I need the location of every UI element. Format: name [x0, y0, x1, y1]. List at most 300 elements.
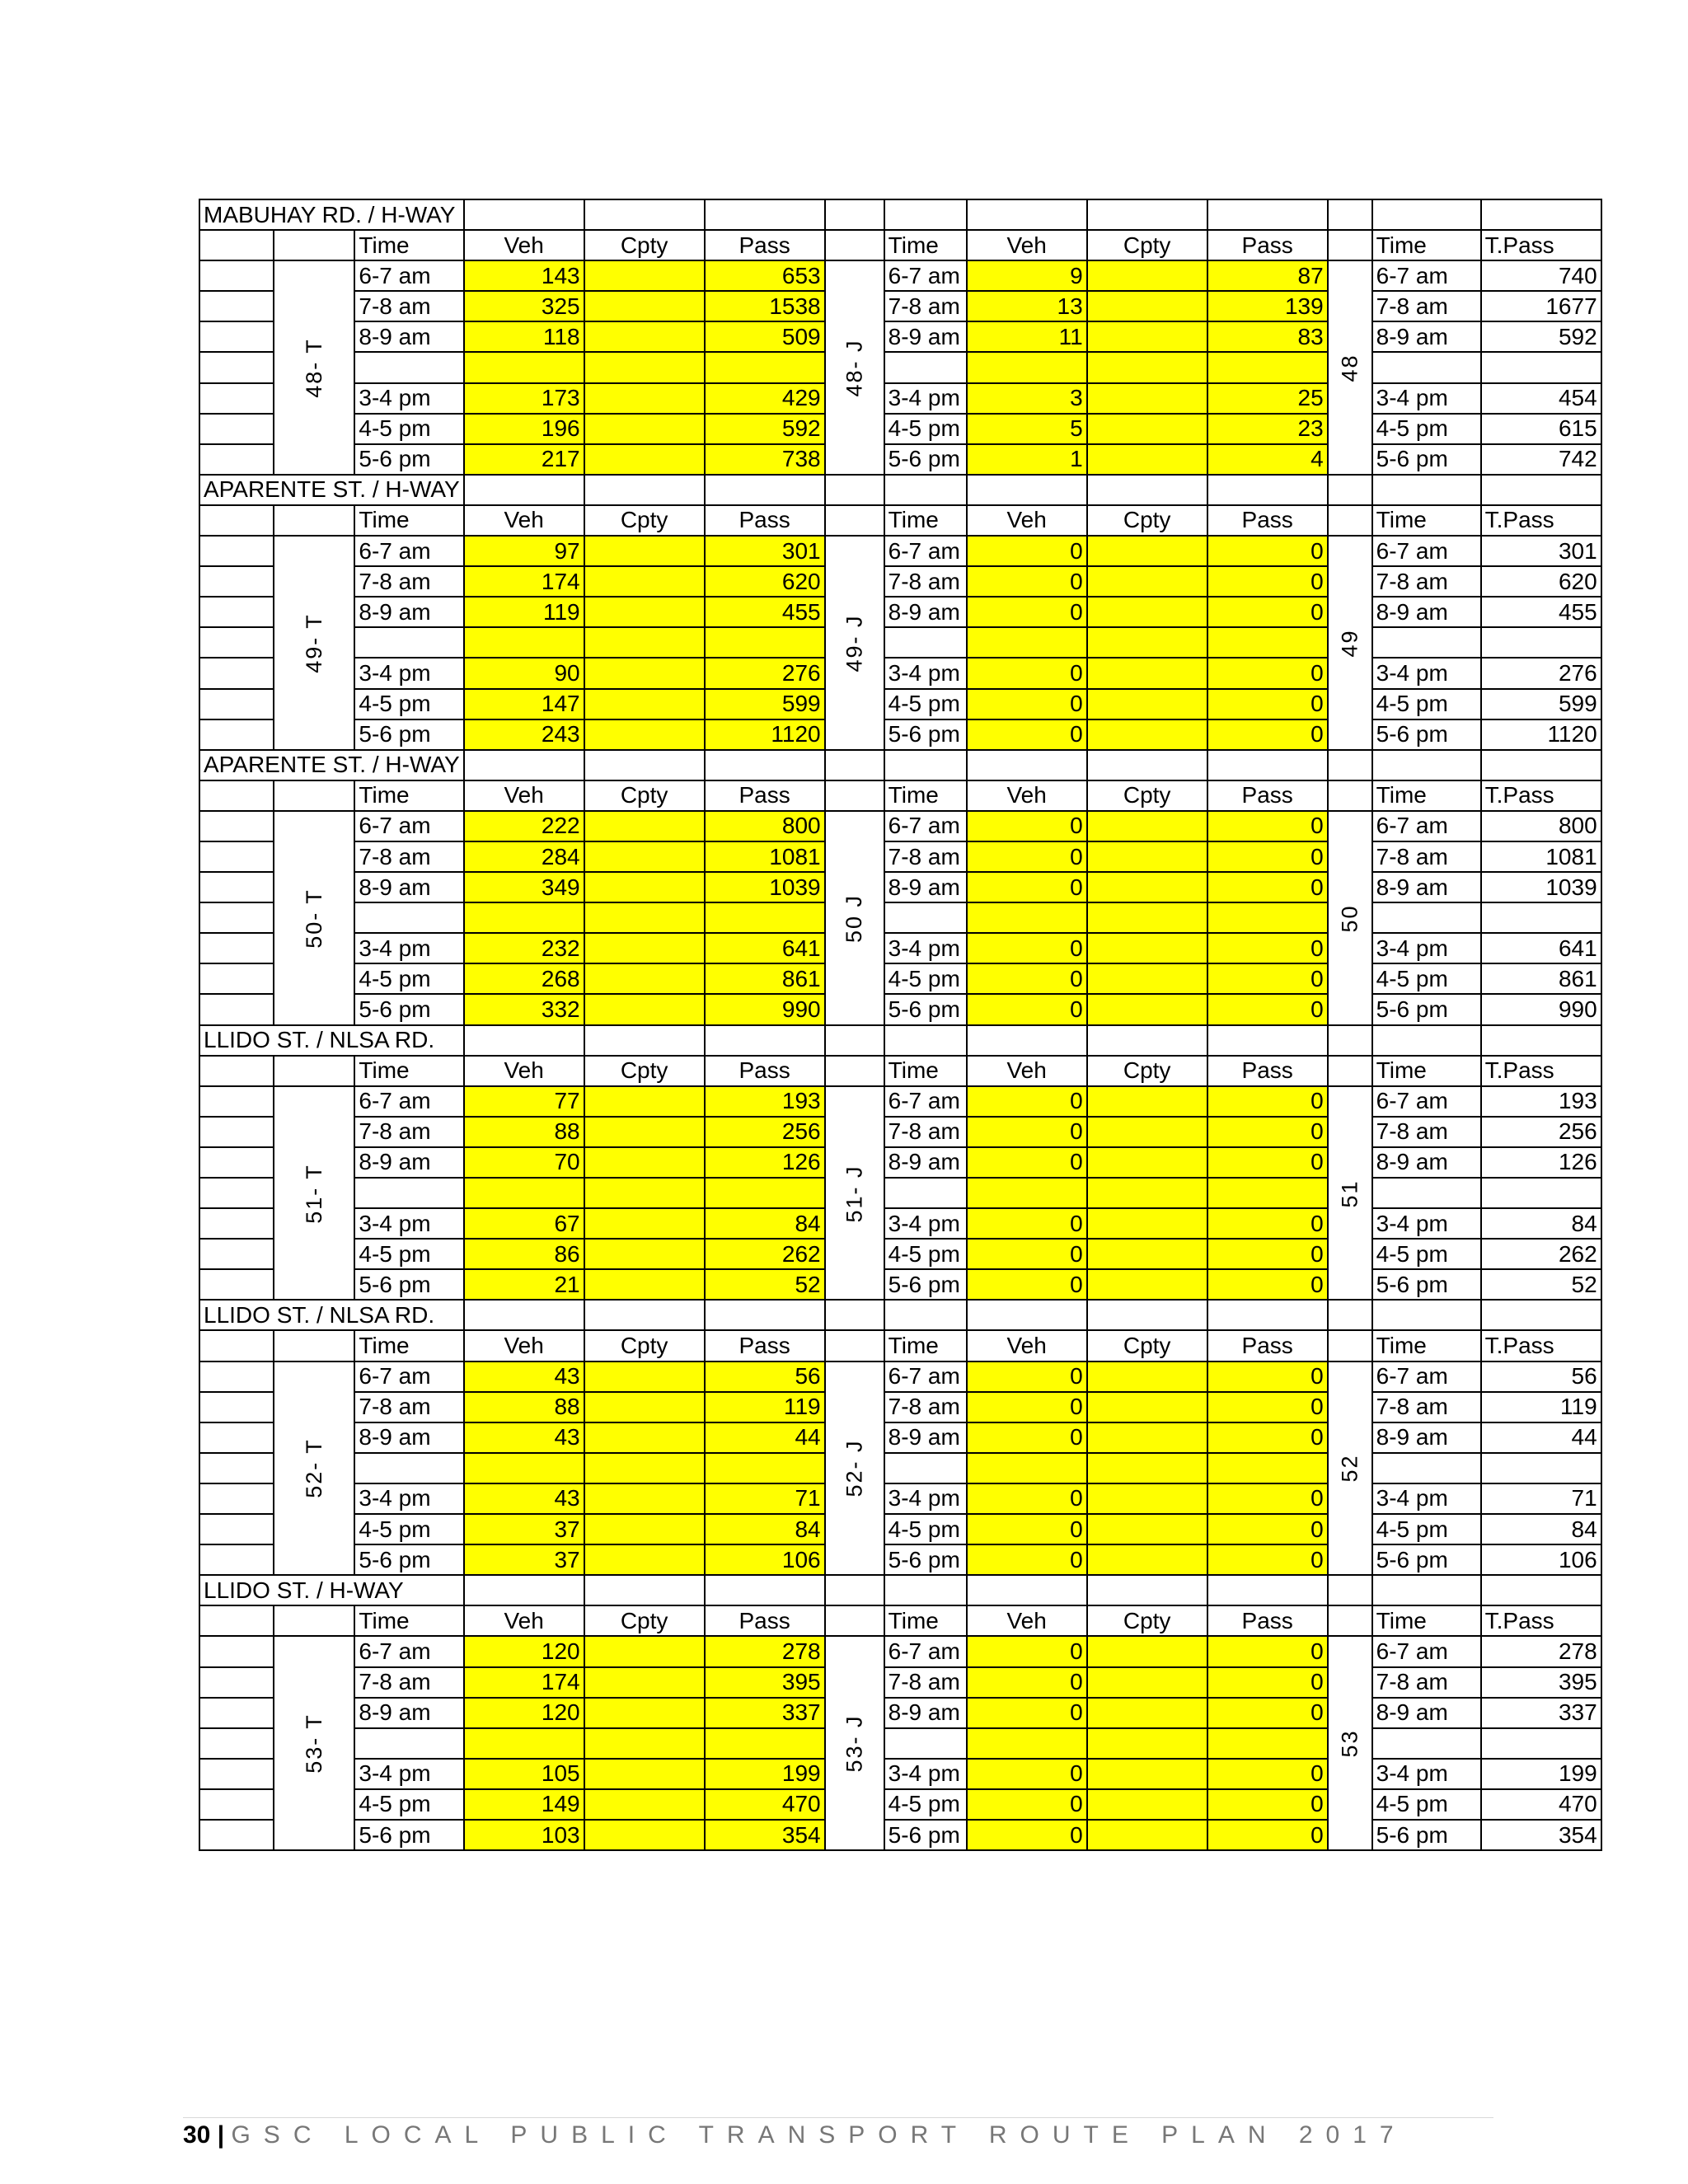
- j-pass-cell: 0: [1207, 1483, 1328, 1514]
- header-time: Time: [884, 1605, 967, 1636]
- time-cell: 3-4 pm: [884, 658, 967, 688]
- header-cpty: Cpty: [584, 505, 705, 536]
- tpass-cell: [1481, 627, 1601, 658]
- j-veh-cell: 0: [967, 1361, 1087, 1392]
- tpass-cell: 861: [1481, 963, 1601, 994]
- header-cpty: Cpty: [584, 1330, 705, 1361]
- time-cell: 5-6 pm: [884, 444, 967, 475]
- table-row: [199, 1117, 1601, 1147]
- header-time: Time: [354, 230, 463, 260]
- table-row: [199, 872, 1601, 902]
- empty-cell: [1328, 1605, 1372, 1636]
- j-veh-cell: 0: [967, 536, 1087, 566]
- time-cell: [354, 352, 463, 382]
- header-time: Time: [354, 1056, 463, 1086]
- empty-cell: [199, 1636, 274, 1666]
- t-cpty-cell: [584, 1086, 705, 1117]
- time-cell: 5-6 pm: [354, 444, 463, 475]
- time-cell: 3-4 pm: [884, 383, 967, 414]
- j-pass-cell: 25: [1207, 383, 1328, 414]
- time-cell: 6-7 am: [884, 260, 967, 291]
- j-veh-cell: 0: [967, 1147, 1087, 1178]
- empty-cell: [705, 475, 825, 505]
- t-cpty-cell: [584, 1728, 705, 1759]
- header-time: Time: [1372, 1330, 1481, 1361]
- empty-cell: [199, 963, 274, 994]
- j-pass-cell: 0: [1207, 1698, 1328, 1728]
- empty-cell: [884, 1025, 967, 1056]
- header-veh: Veh: [464, 1330, 584, 1361]
- table-row: [199, 719, 1601, 750]
- time-cell: 6-7 am: [354, 260, 463, 291]
- section-title-row: [199, 750, 1601, 780]
- tpass-cell: 337: [1481, 1698, 1601, 1728]
- tpass-cell: 455: [1481, 597, 1601, 627]
- empty-cell: [825, 1025, 884, 1056]
- table-row: [199, 1147, 1601, 1178]
- time-cell: 3-4 pm: [354, 1208, 463, 1239]
- empty-cell: [199, 1361, 274, 1392]
- empty-cell: [199, 1269, 274, 1300]
- time-cell: 5-6 pm: [1372, 1269, 1481, 1300]
- j-veh-cell: 0: [967, 872, 1087, 902]
- table-row: [199, 1453, 1601, 1483]
- t-pass-cell: 119: [705, 1392, 825, 1422]
- time-cell: 7-8 am: [1372, 1117, 1481, 1147]
- time-cell: 6-7 am: [354, 1361, 463, 1392]
- tpass-cell: 615: [1481, 414, 1601, 444]
- tpass-cell: 742: [1481, 444, 1601, 475]
- header-pass: Pass: [1207, 505, 1328, 536]
- total-group-label: [1328, 536, 1372, 750]
- empty-cell: [199, 321, 274, 352]
- t-group-label-text: 48- T: [301, 338, 326, 398]
- empty-cell: [199, 291, 274, 321]
- empty-cell: [199, 811, 274, 841]
- section-title: MABUHAY RD. / H-WAY: [199, 199, 464, 230]
- tpass-cell: 278: [1481, 1636, 1601, 1666]
- j-pass-cell: 0: [1207, 1514, 1328, 1544]
- empty-cell: [1372, 750, 1481, 780]
- empty-cell: [825, 230, 884, 260]
- empty-cell: [199, 1544, 274, 1575]
- total-group-label-text: 48: [1337, 354, 1362, 382]
- t-pass-cell: 509: [705, 321, 825, 352]
- t-pass-cell: 278: [705, 1636, 825, 1666]
- table-row: [199, 1667, 1601, 1698]
- total-group-label: [1328, 811, 1372, 1025]
- j-pass-cell: 0: [1207, 811, 1328, 841]
- j-cpty-cell: [1087, 321, 1207, 352]
- table-row: [199, 1483, 1601, 1514]
- empty-cell: [1087, 475, 1207, 505]
- j-pass-cell: 0: [1207, 1361, 1328, 1392]
- empty-cell: [825, 780, 884, 811]
- t-pass-cell: 1538: [705, 291, 825, 321]
- t-veh-cell: [464, 1728, 584, 1759]
- j-pass-cell: 0: [1207, 1392, 1328, 1422]
- j-cpty-cell: [1087, 1698, 1207, 1728]
- tpass-cell: 301: [1481, 536, 1601, 566]
- header-pass: Pass: [1207, 1605, 1328, 1636]
- section-title-row: [199, 1300, 1601, 1330]
- tpass-cell: [1481, 352, 1601, 382]
- table-row: [199, 414, 1601, 444]
- time-cell: 8-9 am: [354, 1698, 463, 1728]
- empty-cell: [705, 199, 825, 230]
- empty-cell: [199, 902, 274, 933]
- empty-cell: [274, 230, 355, 260]
- time-cell: 5-6 pm: [354, 1269, 463, 1300]
- time-cell: [884, 1453, 967, 1483]
- empty-cell: [967, 1300, 1087, 1330]
- empty-cell: [199, 1056, 274, 1086]
- j-veh-cell: 0: [967, 963, 1087, 994]
- t-pass-cell: 861: [705, 963, 825, 994]
- t-cpty-cell: [584, 1514, 705, 1544]
- empty-cell: [199, 536, 274, 566]
- header-time: Time: [884, 1056, 967, 1086]
- table-row: [199, 1698, 1601, 1728]
- empty-cell: [199, 1239, 274, 1269]
- j-group-label: [825, 536, 884, 750]
- t-cpty-cell: [584, 1178, 705, 1208]
- time-cell: 5-6 pm: [1372, 444, 1481, 475]
- t-veh-cell: 174: [464, 1667, 584, 1698]
- header-veh: Veh: [464, 230, 584, 260]
- empty-cell: [584, 750, 705, 780]
- t-pass-cell: 653: [705, 260, 825, 291]
- t-pass-cell: 1039: [705, 872, 825, 902]
- tpass-cell: 52: [1481, 1269, 1601, 1300]
- j-group-label: [825, 811, 884, 1025]
- tpass-cell: 354: [1481, 1820, 1601, 1850]
- j-cpty-cell: [1087, 1544, 1207, 1575]
- t-veh-cell: 43: [464, 1483, 584, 1514]
- t-cpty-cell: [584, 658, 705, 688]
- table-row: [199, 1422, 1601, 1453]
- t-cpty-cell: [584, 1269, 705, 1300]
- empty-cell: [1328, 1300, 1372, 1330]
- empty-cell: [1087, 750, 1207, 780]
- header-pass: Pass: [1207, 230, 1328, 260]
- time-cell: 4-5 pm: [354, 963, 463, 994]
- time-cell: 4-5 pm: [354, 1514, 463, 1544]
- empty-cell: [199, 1208, 274, 1239]
- table-row: [199, 811, 1601, 841]
- empty-cell: [199, 1820, 274, 1850]
- t-veh-cell: 97: [464, 536, 584, 566]
- section-title-row: [199, 1575, 1601, 1605]
- empty-cell: [1087, 199, 1207, 230]
- header-veh: Veh: [464, 1056, 584, 1086]
- table-row: [199, 841, 1601, 872]
- t-pass-cell: 84: [705, 1514, 825, 1544]
- survey-table: [199, 199, 1602, 1851]
- empty-cell: [584, 199, 705, 230]
- time-cell: 4-5 pm: [1372, 689, 1481, 719]
- t-cpty-cell: [584, 627, 705, 658]
- empty-cell: [1372, 1575, 1481, 1605]
- time-cell: 3-4 pm: [354, 1759, 463, 1789]
- empty-cell: [199, 1514, 274, 1544]
- t-veh-cell: 196: [464, 414, 584, 444]
- j-pass-cell: 0: [1207, 1269, 1328, 1300]
- t-pass-cell: 106: [705, 1544, 825, 1575]
- t-pass-cell: 592: [705, 414, 825, 444]
- t-cpty-cell: [584, 841, 705, 872]
- time-cell: [1372, 902, 1481, 933]
- j-cpty-cell: [1087, 1117, 1207, 1147]
- header-veh: Veh: [967, 1605, 1087, 1636]
- time-cell: 7-8 am: [1372, 291, 1481, 321]
- j-pass-cell: 0: [1207, 566, 1328, 597]
- time-cell: [1372, 1453, 1481, 1483]
- header-pass: Pass: [705, 1056, 825, 1086]
- j-pass-cell: 0: [1207, 1544, 1328, 1575]
- time-cell: 6-7 am: [884, 811, 967, 841]
- j-cpty-cell: [1087, 1483, 1207, 1514]
- empty-cell: [1087, 1025, 1207, 1056]
- j-cpty-cell: [1087, 841, 1207, 872]
- time-cell: [1372, 1728, 1481, 1759]
- t-cpty-cell: [584, 933, 705, 963]
- empty-cell: [199, 627, 274, 658]
- j-veh-cell: 0: [967, 1208, 1087, 1239]
- header-veh: Veh: [967, 780, 1087, 811]
- time-cell: 5-6 pm: [354, 719, 463, 750]
- t-group-label-text: 49- T: [301, 613, 326, 673]
- header-time: Time: [354, 780, 463, 811]
- empty-cell: [825, 199, 884, 230]
- empty-cell: [884, 475, 967, 505]
- header-cpty: Cpty: [1087, 505, 1207, 536]
- table-row: [199, 1239, 1601, 1269]
- j-pass-cell: 0: [1207, 719, 1328, 750]
- t-group-label: [274, 536, 355, 750]
- empty-cell: [967, 199, 1087, 230]
- tpass-cell: 262: [1481, 1239, 1601, 1269]
- empty-cell: [199, 780, 274, 811]
- time-cell: 7-8 am: [884, 1667, 967, 1698]
- empty-cell: [199, 1086, 274, 1117]
- t-cpty-cell: [584, 811, 705, 841]
- t-veh-cell: 222: [464, 811, 584, 841]
- table-row: [199, 383, 1601, 414]
- j-pass-cell: 0: [1207, 1208, 1328, 1239]
- time-cell: 8-9 am: [884, 1422, 967, 1453]
- j-group-label-text: 50 J: [842, 893, 867, 943]
- t-cpty-cell: [584, 1147, 705, 1178]
- j-veh-cell: 0: [967, 689, 1087, 719]
- section-title-row: [199, 1025, 1601, 1056]
- t-veh-cell: 103: [464, 1820, 584, 1850]
- t-pass-cell: [705, 1178, 825, 1208]
- tpass-cell: 56: [1481, 1361, 1601, 1392]
- j-pass-cell: 87: [1207, 260, 1328, 291]
- table-row: [199, 1544, 1601, 1575]
- empty-cell: [584, 1025, 705, 1056]
- j-cpty-cell: [1087, 719, 1207, 750]
- time-cell: 8-9 am: [884, 321, 967, 352]
- time-cell: 5-6 pm: [1372, 1544, 1481, 1575]
- empty-cell: [1481, 1300, 1601, 1330]
- empty-cell: [1481, 1025, 1601, 1056]
- t-pass-cell: 470: [705, 1789, 825, 1820]
- footer-rule: [183, 2117, 1493, 2118]
- time-cell: 8-9 am: [1372, 872, 1481, 902]
- time-cell: 3-4 pm: [1372, 1483, 1481, 1514]
- table-row: [199, 536, 1601, 566]
- j-veh-cell: [967, 902, 1087, 933]
- j-group-label-text: 52- J: [842, 1439, 867, 1497]
- t-veh-cell: [464, 1453, 584, 1483]
- tpass-cell: 1081: [1481, 841, 1601, 872]
- t-veh-cell: 86: [464, 1239, 584, 1269]
- t-pass-cell: 429: [705, 383, 825, 414]
- j-veh-cell: [967, 1453, 1087, 1483]
- t-veh-cell: 147: [464, 689, 584, 719]
- j-group-label: [825, 1636, 884, 1850]
- time-cell: 6-7 am: [884, 1086, 967, 1117]
- j-veh-cell: [967, 1728, 1087, 1759]
- empty-cell: [274, 1605, 355, 1636]
- time-cell: 3-4 pm: [884, 1483, 967, 1514]
- t-pass-cell: 84: [705, 1208, 825, 1239]
- empty-cell: [199, 872, 274, 902]
- j-cpty-cell: [1087, 597, 1207, 627]
- empty-cell: [825, 1056, 884, 1086]
- t-veh-cell: 37: [464, 1514, 584, 1544]
- j-pass-cell: 0: [1207, 658, 1328, 688]
- empty-cell: [199, 1728, 274, 1759]
- header-veh: Veh: [464, 780, 584, 811]
- t-veh-cell: 21: [464, 1269, 584, 1300]
- time-cell: 8-9 am: [884, 597, 967, 627]
- empty-cell: [1207, 1575, 1328, 1605]
- section-title: LLIDO ST. / NLSA RD.: [199, 1300, 464, 1330]
- t-cpty-cell: [584, 719, 705, 750]
- table-row: [199, 1820, 1601, 1850]
- time-cell: 3-4 pm: [354, 1483, 463, 1514]
- t-veh-cell: 37: [464, 1544, 584, 1575]
- j-cpty-cell: [1087, 1820, 1207, 1850]
- j-cpty-cell: [1087, 1086, 1207, 1117]
- t-veh-cell: 90: [464, 658, 584, 688]
- tpass-cell: [1481, 1728, 1601, 1759]
- empty-cell: [274, 505, 355, 536]
- j-cpty-cell: [1087, 1269, 1207, 1300]
- time-cell: 4-5 pm: [1372, 1514, 1481, 1544]
- section-title-row: [199, 475, 1601, 505]
- header-time: Time: [884, 505, 967, 536]
- t-pass-cell: 800: [705, 811, 825, 841]
- table-row: [199, 1392, 1601, 1422]
- header-cpty: Cpty: [584, 230, 705, 260]
- t-veh-cell: 243: [464, 719, 584, 750]
- t-veh-cell: 284: [464, 841, 584, 872]
- table-row: [199, 933, 1601, 963]
- t-pass-cell: 126: [705, 1147, 825, 1178]
- t-pass-cell: [705, 352, 825, 382]
- document-title: GSC LOCAL PUBLIC TRANSPORT ROUTE PLAN 2017: [231, 2121, 1407, 2149]
- j-pass-cell: 0: [1207, 689, 1328, 719]
- tpass-cell: 276: [1481, 658, 1601, 688]
- j-pass-cell: 4: [1207, 444, 1328, 475]
- empty-cell: [199, 383, 274, 414]
- j-veh-cell: 9: [967, 260, 1087, 291]
- j-pass-cell: 0: [1207, 963, 1328, 994]
- empty-cell: [967, 1025, 1087, 1056]
- time-cell: 8-9 am: [354, 1422, 463, 1453]
- table-row: [199, 1361, 1601, 1392]
- tpass-cell: 44: [1481, 1422, 1601, 1453]
- j-cpty-cell: [1087, 963, 1207, 994]
- empty-cell: [199, 1147, 274, 1178]
- j-group-label: [825, 1361, 884, 1576]
- j-cpty-cell: [1087, 1759, 1207, 1789]
- t-cpty-cell: [584, 414, 705, 444]
- time-cell: 4-5 pm: [354, 689, 463, 719]
- empty-cell: [199, 444, 274, 475]
- j-veh-cell: 0: [967, 1820, 1087, 1850]
- empty-cell: [199, 414, 274, 444]
- empty-cell: [967, 475, 1087, 505]
- time-cell: [884, 1178, 967, 1208]
- time-cell: 8-9 am: [354, 321, 463, 352]
- t-veh-cell: 217: [464, 444, 584, 475]
- table-row: [199, 963, 1601, 994]
- empty-cell: [199, 1117, 274, 1147]
- empty-cell: [199, 994, 274, 1024]
- j-pass-cell: 0: [1207, 1667, 1328, 1698]
- time-cell: 4-5 pm: [354, 1789, 463, 1820]
- t-veh-cell: 70: [464, 1147, 584, 1178]
- j-pass-cell: 0: [1207, 1086, 1328, 1117]
- time-cell: 6-7 am: [1372, 1636, 1481, 1666]
- j-cpty-cell: [1087, 811, 1207, 841]
- t-cpty-cell: [584, 1789, 705, 1820]
- t-veh-cell: 143: [464, 260, 584, 291]
- empty-cell: [1328, 1575, 1372, 1605]
- empty-cell: [199, 1789, 274, 1820]
- time-cell: 7-8 am: [354, 1392, 463, 1422]
- j-veh-cell: 0: [967, 1392, 1087, 1422]
- time-cell: [1372, 627, 1481, 658]
- empty-cell: [1087, 1300, 1207, 1330]
- j-veh-cell: 0: [967, 994, 1087, 1024]
- t-veh-cell: 88: [464, 1392, 584, 1422]
- t-veh-cell: 105: [464, 1759, 584, 1789]
- header-time: Time: [354, 1330, 463, 1361]
- empty-cell: [884, 199, 967, 230]
- time-cell: [354, 1728, 463, 1759]
- empty-cell: [199, 1453, 274, 1483]
- empty-cell: [464, 475, 584, 505]
- time-cell: 4-5 pm: [1372, 414, 1481, 444]
- j-veh-cell: 0: [967, 1483, 1087, 1514]
- t-cpty-cell: [584, 536, 705, 566]
- header-time: Time: [354, 505, 463, 536]
- time-cell: [354, 627, 463, 658]
- section-title-row: [199, 199, 1601, 230]
- j-cpty-cell: [1087, 352, 1207, 382]
- time-cell: 4-5 pm: [1372, 963, 1481, 994]
- j-cpty-cell: [1087, 1208, 1207, 1239]
- empty-cell: [1372, 199, 1481, 230]
- empty-cell: [1328, 505, 1372, 536]
- time-cell: [884, 1728, 967, 1759]
